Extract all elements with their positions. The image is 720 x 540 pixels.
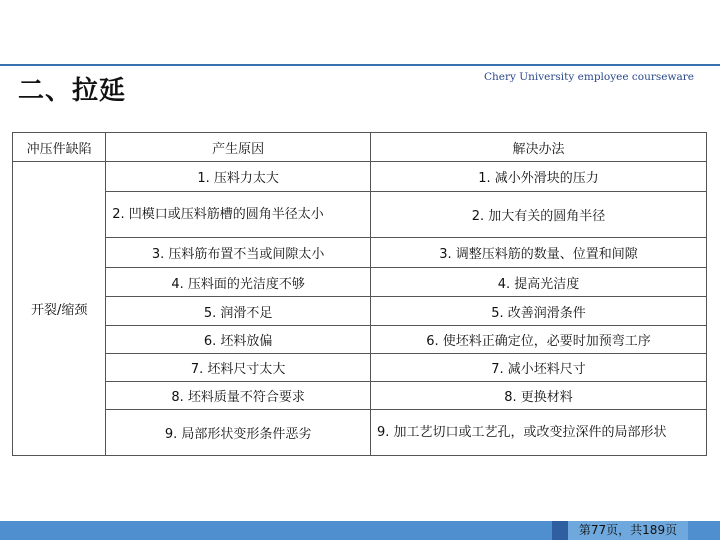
table-row <box>13 410 707 456</box>
solution-cell: 1. 减小外滑块的压力 <box>371 162 707 192</box>
cause-cell: 8. 坯料质量不符合要求 <box>106 382 371 410</box>
table-row <box>13 268 707 297</box>
header-solution: 解决办法 <box>371 133 707 162</box>
solution-cell: 2. 加大有关的圆角半径 <box>371 192 707 238</box>
defect-table <box>12 132 707 456</box>
footer-accent <box>552 521 568 540</box>
solution-cell: 5. 改善润滑条件 <box>371 297 707 326</box>
solution-cell: 4. 提高光洁度 <box>371 268 707 297</box>
cause-cell: 9. 局部形状变形条件恶劣 <box>106 410 371 456</box>
cause-cell: 6. 坯料放偏 <box>106 326 371 354</box>
table-header-row <box>13 133 707 162</box>
solution-cell: 6. 使坯料正确定位，必要时加预弯工序 <box>371 326 707 354</box>
cause-cell: 1. 压料力太大 <box>106 162 371 192</box>
header-rule <box>0 64 720 66</box>
solution-cell: 9. 加工艺切口或工艺孔，或改变拉深件的局部形状 <box>371 410 707 456</box>
page-number: 第77页，共189页 <box>568 521 688 540</box>
defect-cell: 开裂/缩颈 <box>13 162 106 456</box>
cause-cell: 7. 坯料尺寸太大 <box>106 354 371 382</box>
solution-cell: 8. 更换材料 <box>371 382 707 410</box>
cause-cell: 4. 压料面的光洁度不够 <box>106 268 371 297</box>
solution-cell: 7. 减小坯料尺寸 <box>371 354 707 382</box>
header-defect: 冲压件缺陷 <box>13 133 106 162</box>
course-label: Chery University employee courseware <box>483 71 694 83</box>
table-row <box>13 238 707 268</box>
cause-cell: 5. 润滑不足 <box>106 297 371 326</box>
table-row <box>13 354 707 382</box>
cause-cell: 2. 凹模口或压料筋槽的圆角半径太小 <box>106 192 371 238</box>
solution-cell: 3. 调整压料筋的数量、位置和间隙 <box>371 238 707 268</box>
table-row <box>13 326 707 354</box>
cause-cell: 3. 压料筋布置不当或间隙太小 <box>106 238 371 268</box>
table-row <box>13 192 707 238</box>
table-row <box>13 297 707 326</box>
page-title: 二、拉延 <box>18 76 127 106</box>
table-row <box>13 162 707 192</box>
header-cause: 产生原因 <box>106 133 371 162</box>
table-row <box>13 382 707 410</box>
